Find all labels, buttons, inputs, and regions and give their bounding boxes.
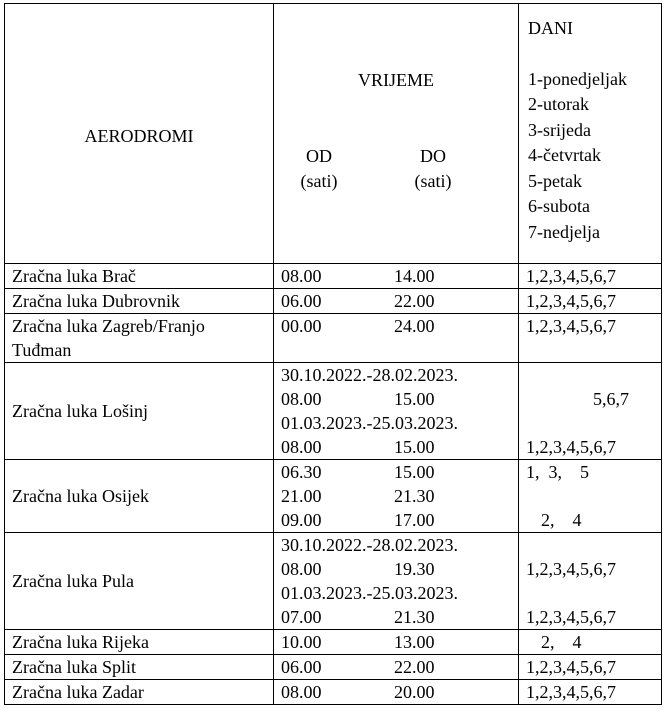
header-from-unit: (sati) (300, 171, 338, 191)
table-row (5, 289, 662, 314)
days-cell: 1,2,3,4,5,6,7 (519, 264, 662, 289)
header-from (294, 144, 344, 194)
season-period: 01.03.2023.-25.03.2023. (281, 583, 458, 603)
airport-name: Zračna luka Zagreb/Franjo (12, 316, 205, 336)
time-cell (274, 655, 519, 680)
airport-name-continued: Tuđman (12, 340, 72, 360)
time-cell (274, 460, 519, 533)
table-header-row (5, 4, 662, 264)
time-from: 08.00 (281, 437, 322, 457)
time-from: 21.00 (281, 486, 322, 506)
days-cell (519, 363, 662, 460)
time-cell (274, 680, 519, 705)
days-value: 1, 3, 5 (526, 462, 589, 482)
day-legend-item: 4-četvrtak (528, 145, 601, 165)
header-to (408, 144, 458, 194)
days-value: 5,6,7 (593, 389, 629, 409)
table-row (5, 533, 662, 630)
day-legend-item: 5-petak (528, 170, 582, 191)
days-value: 2, 4 (541, 632, 582, 652)
time-from: 08.00 (281, 682, 322, 702)
table-row (5, 680, 662, 705)
table-row (5, 655, 662, 680)
time-from: 06.00 (281, 657, 322, 677)
season-period: 01.03.2023.-25.03.2023. (281, 413, 458, 433)
airport-name: Zračna luka Split (5, 655, 274, 680)
time-from: 06.30 (281, 462, 322, 482)
time-from: 09.00 (281, 510, 322, 530)
table-row (5, 460, 662, 533)
days-value: 1,2,3,4,5,6,7 (526, 559, 616, 579)
header-from-label: OD (306, 146, 332, 166)
season-period: 30.10.2022.-28.02.2023. (281, 535, 458, 555)
time-to: 21.30 (394, 607, 435, 627)
time-cell (274, 264, 519, 289)
days-cell: 1,2,3,4,5,6,7 (519, 289, 662, 314)
header-time: VRIJEME (358, 70, 434, 90)
airport-name: Zračna luka Osijek (5, 460, 274, 533)
days-cell: 1,2,3,4,5,6,7 (519, 314, 662, 363)
header-airports-cell (5, 4, 274, 264)
season-period: 30.10.2022.-28.02.2023. (281, 365, 458, 385)
header-days-cell (519, 4, 662, 264)
time-to: 14.00 (394, 266, 435, 286)
airport-name: Zračna luka Pula (5, 533, 274, 630)
table-row (5, 264, 662, 289)
time-to: 15.00 (394, 389, 435, 409)
days-cell: 1,2,3,4,5,6,7 (519, 655, 662, 680)
table-row (5, 630, 662, 655)
airport-name: Zračna luka Brač (5, 264, 274, 289)
airport-name: Zračna luka Zadar (5, 680, 274, 705)
time-to: 15.00 (394, 437, 435, 457)
days-value: 1,2,3,4,5,6,7 (526, 607, 616, 627)
time-cell (274, 533, 519, 630)
day-legend-item: 2-utorak (528, 94, 589, 114)
table-row (5, 363, 662, 460)
time-to: 22.00 (394, 657, 435, 677)
time-to: 13.00 (394, 632, 435, 652)
time-from: 10.00 (281, 632, 322, 652)
days-cell (519, 460, 662, 533)
time-from: 06.00 (281, 291, 322, 311)
time-to: 22.00 (394, 291, 435, 311)
time-to: 19.30 (394, 559, 435, 579)
days-value: 1,2,3,4,5,6,7 (526, 437, 616, 457)
time-to: 24.00 (394, 316, 435, 336)
header-airports: AERODROMI (84, 125, 194, 146)
header-to-label: DO (420, 146, 446, 166)
time-to: 17.00 (394, 510, 435, 530)
time-cell (274, 314, 519, 363)
time-from: 00.00 (281, 316, 322, 336)
time-to: 20.00 (394, 682, 435, 702)
time-to: 15.00 (394, 462, 435, 482)
day-legend-item: 1-ponedjeljak (528, 68, 627, 89)
time-cell (274, 630, 519, 655)
time-cell (274, 363, 519, 460)
days-cell (519, 533, 662, 630)
day-legend-item: 3-srijeda (528, 119, 591, 140)
airport-name: Zračna luka Lošinj (5, 363, 274, 460)
airport-hours-table (4, 3, 662, 705)
header-days: DANI (528, 18, 573, 38)
time-from: 08.00 (281, 559, 322, 579)
days-value: 2, 4 (541, 510, 582, 530)
day-legend-item: 7-nedjelja (528, 221, 600, 242)
days-cell (519, 630, 662, 655)
time-to: 21.30 (394, 486, 435, 506)
airport-name: Zračna luka Rijeka (5, 630, 274, 655)
day-legend-item: 6-subota (528, 196, 590, 216)
header-to-unit: (sati) (414, 171, 452, 191)
table-row (5, 314, 662, 363)
airport-name: Zračna luka Dubrovnik (5, 289, 274, 314)
time-from: 08.00 (281, 389, 322, 409)
time-from: 07.00 (281, 607, 322, 627)
time-cell (274, 289, 519, 314)
days-cell: 1,2,3,4,5,6,7 (519, 680, 662, 705)
header-time-cell (274, 4, 519, 264)
airport-name-cell (5, 314, 274, 363)
time-from: 08.00 (281, 266, 322, 286)
